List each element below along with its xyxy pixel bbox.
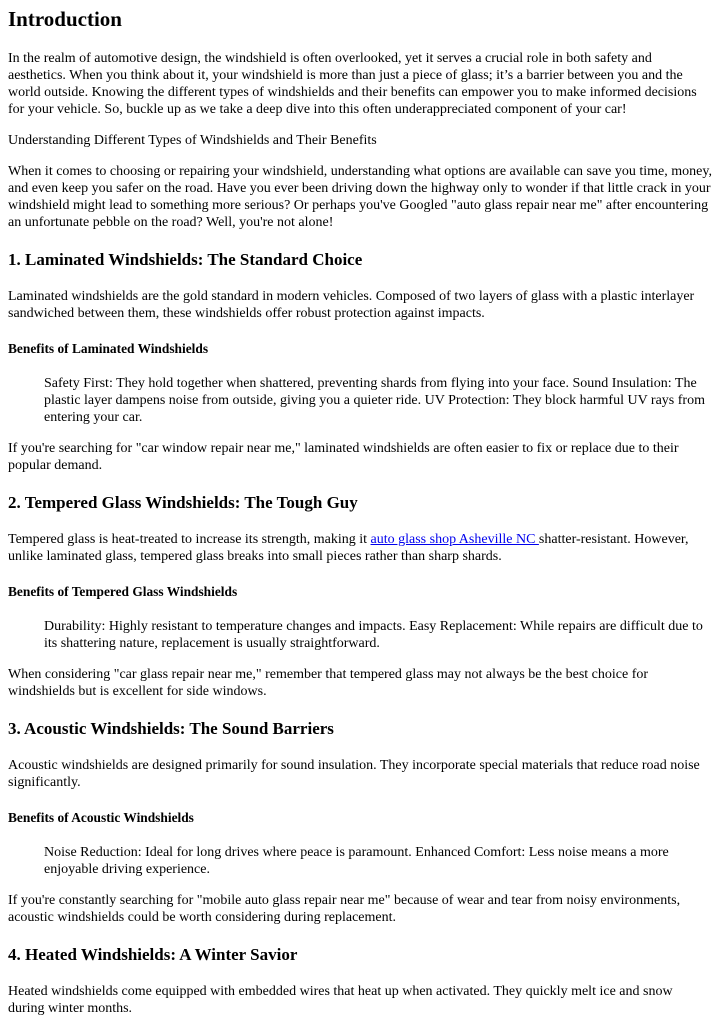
laminated-closing: If you're searching for "car window repair near me," laminated windshields are often easier to fix or replace due to their popular demand. — [8, 441, 679, 473]
intro-paragraph: In the realm of automotive design, the windshield is often overlooked, yet it serves a crucial role in both safety and aesthetics. When you think about it, your windshield is more than just a piece of glass; it’s a barrier between you and the world outside. Knowing the different types of windshields and their benefits can empower you to make informed decisions for your vehicle. So, buckle up as we take a deep dive into this often underappreciated component of your car! — [8, 51, 697, 117]
tempered-benefits-heading: Benefits of Tempered Glass Windshields — [8, 584, 238, 599]
laminated-paragraph: Laminated windshields are the gold standard in modern vehicles. Composed of two layers of glass with a plastic interlayer sandwiched between them, these windshields offer robust protection against impacts. — [8, 289, 695, 321]
laminated-benefits-list: Safety First: They hold together when shattered, preventing shards from flying into your face. Sound Insulation: The plastic layer dampens noise from outside, giving you a quieter ride. UV Protection: They block harmful UV rays from entering your car. — [44, 376, 705, 425]
article — [0, 6, 712, 1017]
laminated-benefits-heading: Benefits of Laminated Windshields — [8, 341, 209, 356]
intro-paragraph-2: When it comes to choosing or repairing your windshield, understanding what options are available can save you time, money, and even keep you safer on the road. Have you ever been driving down the highway only to wonder if that little crack in your windshield might lead to something more serious? Or perhaps you've Googled "auto glass repair near me" after encountering an unfortunate pebble on the road? Well, you're not alone! — [8, 164, 712, 230]
tempered-benefits-list: Durability: Highly resistant to temperature changes and impacts. Easy Replacement: While repairs are difficult due to its shattering nature, replacement is usually straightforward. — [44, 619, 703, 651]
tempered-text-after-link: shatter-resistant. However, unlike laminated glass, tempered glass breaks into small pieces rather than sharp shards. — [8, 532, 689, 564]
tempered-text-before-link: Tempered glass is heat-treated to increase its strength, making it — [8, 532, 371, 547]
section-heading-laminated: 1. Laminated Windshields: The Standard Choice — [8, 250, 363, 269]
acoustic-benefits-list: Noise Reduction: Ideal for long drives where peace is paramount. Enhanced Comfort: Less noise means a more enjoyable driving experience. — [44, 845, 669, 877]
auto-glass-shop-link[interactable]: auto glass shop Asheville NC — [370, 532, 539, 547]
intro-subtitle: Understanding Different Types of Windshields and Their Benefits — [8, 133, 377, 148]
acoustic-closing: If you're constantly searching for "mobile auto glass repair near me" because of wear and tear from noisy environments, acoustic windshields could be worth considering during replacement. — [8, 893, 681, 925]
heated-paragraph: Heated windshields come equipped with embedded wires that heat up when activated. They quickly melt ice and snow during winter months. — [8, 984, 673, 1016]
acoustic-paragraph: Acoustic windshields are designed primarily for sound insulation. They incorporate special materials that reduce road noise significantly. — [8, 758, 700, 790]
section-heading-tempered: 2. Tempered Glass Windshields: The Tough Guy — [8, 493, 358, 512]
section-heading-acoustic: 3. Acoustic Windshields: The Sound Barriers — [8, 719, 334, 738]
section-heading-heated: 4. Heated Windshields: A Winter Savior — [8, 945, 298, 964]
tempered-paragraph — [8, 531, 712, 565]
page-title: Introduction — [8, 7, 122, 31]
tempered-closing: When considering "car glass repair near me," remember that tempered glass may not always be the best choice for windshields but is excellent for side windows. — [8, 667, 649, 699]
acoustic-benefits-heading: Benefits of Acoustic Windshields — [8, 810, 194, 825]
